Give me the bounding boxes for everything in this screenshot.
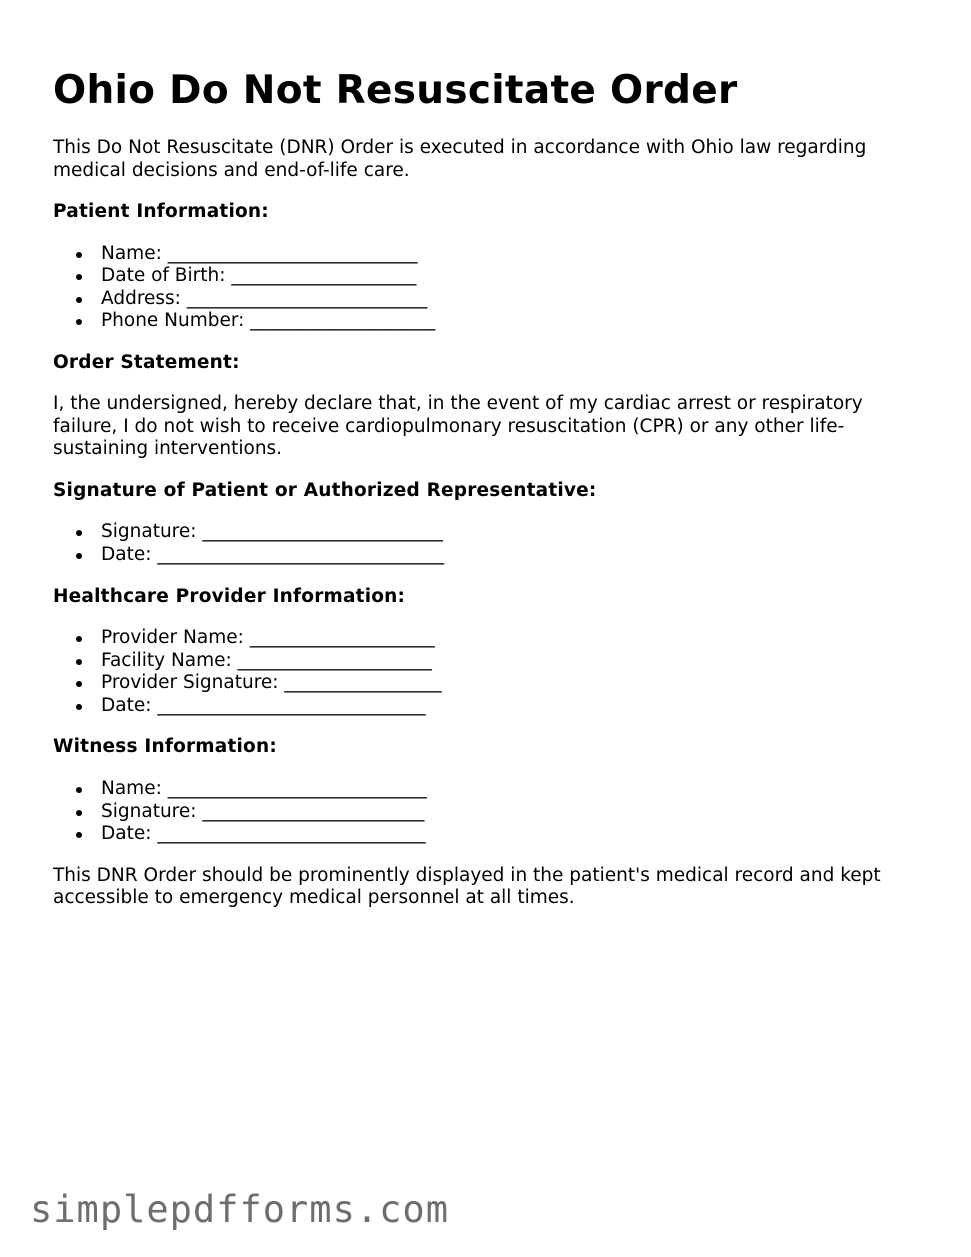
intro-paragraph: This Do Not Resuscitate (DNR) Order is executed in accordance with Ohio law regarding medical decisions and end-of-life care. — [53, 137, 867, 181]
signature-list — [53, 521, 923, 566]
closing-paragraph: This DNR Order should be prominently displayed in the patient's medical record and kept accessible to emergency medical personnel at all times. — [53, 864, 881, 909]
patient-name-field[interactable]: Name: ___________________________ — [101, 243, 923, 266]
provider-info-list — [53, 627, 923, 717]
patient-signature-field[interactable]: Signature: __________________________ — [101, 521, 923, 544]
witness-date-field[interactable]: Date: _____________________________ — [101, 823, 923, 846]
watermark-text: simplepdfforms.com — [30, 1188, 449, 1231]
patient-info-list — [53, 243, 923, 333]
document-page — [53, 62, 923, 929]
order-statement-text: I, the undersigned, hereby declare that, in the event of my cardiac arrest or respiratory failure, I do not wish to receive cardiopulmonary resuscitation (CPR) or any other life-sustaining interventions. — [53, 393, 863, 460]
patient-address-field[interactable]: Address: __________________________ — [101, 288, 923, 311]
provider-date-field[interactable]: Date: _____________________________ — [101, 695, 923, 718]
provider-name-field[interactable]: Provider Name: ____________________ — [101, 627, 923, 650]
witness-signature-field[interactable]: Signature: ________________________ — [101, 801, 923, 824]
order-statement-heading: Order Statement: — [53, 351, 240, 373]
witness-name-field[interactable]: Name: ____________________________ — [101, 778, 923, 801]
patient-phone-field[interactable]: Phone Number: ____________________ — [101, 310, 923, 333]
patient-dob-field[interactable]: Date of Birth: ____________________ — [101, 265, 923, 288]
patient-info-heading: Patient Information: — [53, 201, 269, 222]
patient-signature-date-field[interactable]: Date: _______________________________ — [101, 544, 923, 567]
witness-info-heading: Witness Information: — [53, 736, 277, 758]
signature-heading: Signature of Patient or Authorized Representative: — [53, 479, 597, 501]
provider-info-heading: Healthcare Provider Information: — [53, 585, 406, 607]
provider-signature-field[interactable]: Provider Signature: _________________ — [101, 672, 923, 695]
facility-name-field[interactable]: Facility Name: _____________________ — [101, 650, 923, 673]
page-title: Ohio Do Not Resuscitate Order — [53, 68, 738, 113]
witness-info-list — [53, 778, 923, 846]
